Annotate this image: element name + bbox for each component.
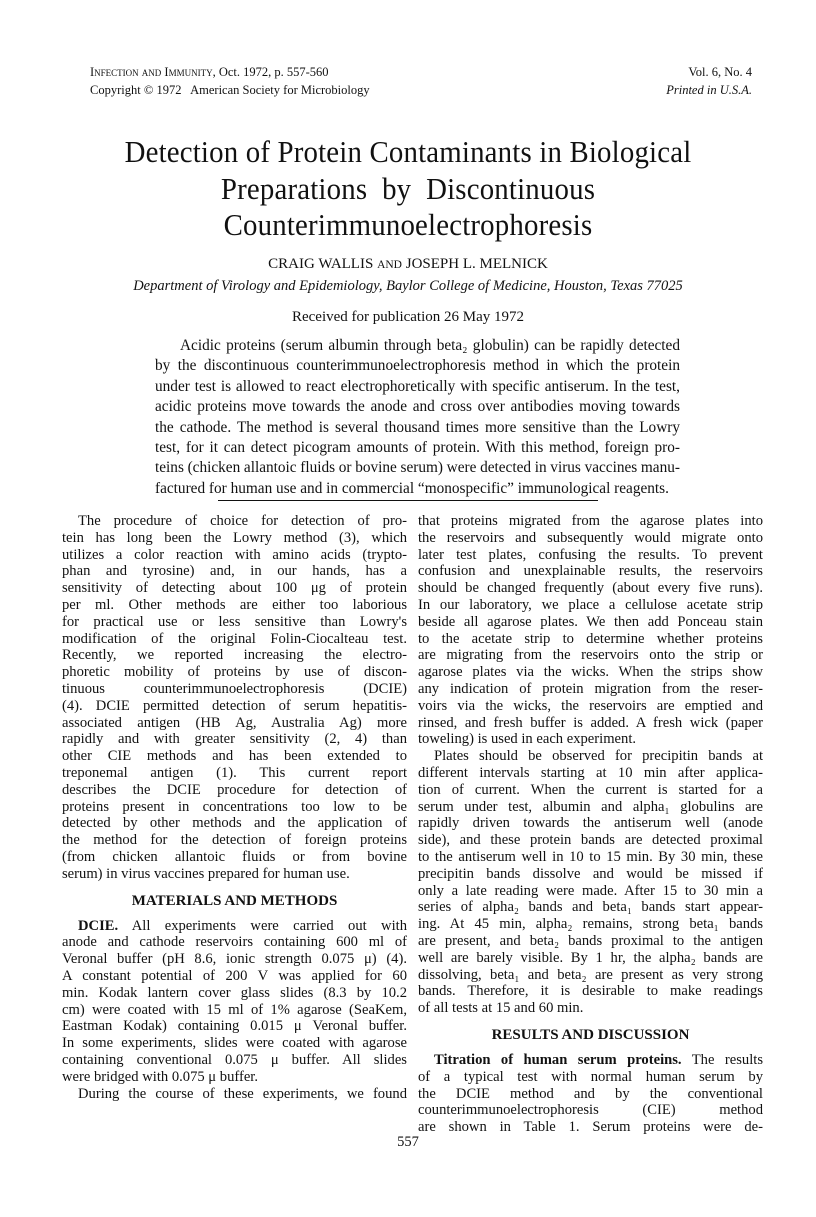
abstract-line: by the discontinuous counterimmunoelectrophoresis method in which the protein: [155, 357, 680, 375]
paragraph: [62, 1086, 407, 1103]
text-line: [62, 513, 407, 530]
text-line: [62, 631, 407, 648]
text-line: [418, 563, 763, 580]
line-text: the DCIE method and by the conventional: [418, 1085, 763, 1102]
line-text: anode and cathode reservoirs containing 600 ml of: [62, 934, 407, 951]
text-line: [62, 985, 407, 1002]
line-text: rapidly driven towards the antiserum well (anode: [418, 815, 763, 832]
text-line: [62, 1018, 407, 1035]
line-text: Eastman Kodak) containing 0.015 μ Veronal buffer.: [62, 1018, 407, 1035]
line-text: rinsed, and fresh buffer is added. A fresh wick (paper: [418, 714, 763, 731]
line-text: phan and tyrosine) and, in our hands, has a: [62, 563, 407, 580]
printed-in: Printed in U.S.A.: [666, 83, 752, 97]
line-text: sensitivity of detecting about 100 μg of protein: [62, 580, 407, 597]
line-text: min. Kodak lantern cover glass slides (8.3 by 10.2: [62, 984, 407, 1001]
text-line: [418, 916, 763, 933]
line-text: cm) were coated with 15 ml of 1% agarose (SeaKem,: [62, 1001, 407, 1018]
line-text: tion of current. When the current is started for a: [418, 781, 763, 798]
line-text: counterimmunoelectrophoresis (CIE) method: [418, 1102, 763, 1119]
line-text: phoretic mobility of proteins by use of discon-: [62, 664, 407, 681]
line-text: containing conventional 0.075 μ buffer. All slides: [62, 1051, 407, 1068]
text-line: [62, 782, 407, 799]
line-text: series of alpha₂ bands and beta₁ bands start appear-: [418, 899, 763, 916]
text-line: [62, 1069, 407, 1086]
text-line: [418, 731, 763, 748]
line-text: of all tests at 15 and 60 min.: [418, 1000, 584, 1017]
abstract-line: test, for it can detect picogram amounts of protein. With this method, foreign pro-: [155, 438, 680, 456]
text-line: [418, 748, 763, 765]
line-text: should be changed frequently (about every five runs).: [418, 580, 763, 597]
line-text: agarose plates via the wicks. When the strips show: [418, 664, 763, 681]
line-text: later test plates, confusing the results. To prevent: [418, 546, 763, 563]
paragraph: [62, 918, 407, 1086]
title-line: Detection of Protein Contaminants in Biological: [124, 134, 692, 169]
text-line: [418, 883, 763, 900]
text-line: [418, 799, 763, 816]
line-text: to the acetate strip to determine whether proteins: [418, 630, 763, 647]
text-line: [418, 664, 763, 681]
line-text: the method for the detection of foreign proteins: [62, 832, 407, 849]
line-text: that proteins migrated from the agarose plates into: [418, 513, 763, 529]
line-text: Recently, we reported increasing the electro-: [62, 647, 407, 664]
body-column-right: [418, 513, 763, 1136]
text-line: [418, 715, 763, 732]
text-line: [418, 530, 763, 547]
text-line: [418, 967, 763, 984]
text-line: [418, 1086, 763, 1103]
text-line: [418, 647, 763, 664]
line-text: In our laboratory, we place a cellulose acetate strip: [418, 596, 763, 613]
line-text: are migrating from the reservoirs onto the strip or: [418, 647, 763, 664]
text-line: [418, 698, 763, 715]
line-text: The procedure of choice for detection of pro-: [78, 513, 407, 529]
line-text: the reservoirs and subsequently would migrate onto: [418, 529, 763, 546]
line-text: per ml. Other methods are either too laborious: [62, 596, 407, 613]
affiliation: Department of Virology and Epidemiology, Baylor College of Medicine, Houston, Texas 77025: [133, 278, 683, 294]
line-text: toweling) is used in each experiment.: [418, 731, 637, 748]
line-text: other CIE methods and has been extended to: [62, 748, 407, 765]
line-text: different intervals starting at 10 min after applica-: [418, 764, 763, 781]
author-name: JOSEPH L. MELNICK: [405, 256, 548, 272]
text-line: [62, 731, 407, 748]
line-text: are present, and beta₂ bands proximal to the antigen: [418, 932, 763, 949]
text-line: [418, 614, 763, 631]
author-conjunction: AND: [377, 259, 402, 271]
line-text: to the antiserum well in 10 to 15 min. By 30 min, these: [418, 848, 763, 865]
line-text: (from chicken allantoic fluids or from bovine: [62, 848, 407, 865]
line-text: associated antigen (HB Ag, Australia Ag) more: [62, 714, 407, 731]
line-text: any indication of protein migration from the reser-: [418, 680, 763, 697]
text-line: [418, 597, 763, 614]
text-line: [418, 983, 763, 1000]
text-line: [418, 782, 763, 799]
line-text: treponemal antigen (1). This current report: [62, 764, 407, 781]
volume-issue: Vol. 6, No. 4: [688, 65, 752, 79]
paragraph: [418, 1052, 763, 1136]
line-text: side), and these protein bands are detected proximal: [418, 832, 763, 849]
line-text: tinuous counterimmunoelectrophoresis (DCIE): [62, 680, 407, 697]
line-text: serum) in virus vaccines prepared for human use.: [62, 865, 350, 882]
run-in-heading: Titration of human serum proteins.: [434, 1051, 682, 1068]
text-line: [418, 933, 763, 950]
issue-info: , Oct. 1972, p. 557-560: [212, 65, 329, 79]
text-line: [62, 951, 407, 968]
line-text: The results: [691, 1051, 763, 1068]
line-text: utilizes a color reaction with amino acids (trypto-: [62, 546, 407, 563]
text-line: [418, 1052, 763, 1069]
text-line: [62, 968, 407, 985]
text-line: [62, 748, 407, 765]
line-text: bands. Therefore, it is desirable to make readings: [418, 983, 763, 1000]
line-text: dissolving, beta₁ and beta₂ are present as very strong: [418, 966, 763, 983]
text-line: [418, 1000, 763, 1017]
copyright-line: Copyright © 1972 American Society for Microbiology: [90, 83, 370, 97]
text-line: [418, 681, 763, 698]
line-text: well are barely visible. By 1 hr, the alpha₂ bands are: [418, 949, 763, 966]
abstract-line: Acidic proteins (serum albumin through beta₂ globulin) can be rapidly detected: [180, 337, 680, 354]
author-name: CRAIG WALLIS: [268, 256, 374, 272]
line-text: beside all agarose plates. We then add Ponceau stain: [418, 613, 763, 630]
received-date: Received for publication 26 May 1972: [291, 309, 525, 325]
line-text: tein has long been the Lowry method (3), which: [62, 529, 407, 546]
line-text: for practical use or less sensitive than Lowry's: [62, 613, 407, 630]
section-heading: RESULTS AND DISCUSSION: [491, 1026, 690, 1043]
text-line: [418, 513, 763, 530]
text-line: [418, 1069, 763, 1086]
line-text: proteins present in concentrations too low to be: [62, 798, 407, 815]
paragraph: [418, 513, 763, 748]
abstract-line: teins (chicken allantoic fluids or bovine serum) were detected in virus vaccines manu-: [155, 459, 680, 477]
text-line: [418, 580, 763, 597]
title-line: Counterimmunoelectrophoresis: [223, 207, 593, 242]
text-line: [62, 547, 407, 564]
abstract-line: under test is allowed to react electrophoretically with specific antiserum. In the test,: [155, 377, 680, 395]
abstract-line: acidic proteins move towards the anode and cross over antibodies moving towards: [155, 398, 680, 416]
journal-name: Infection and Immunity: [90, 65, 213, 79]
text-line: [62, 530, 407, 547]
line-text: Plates should be observed for precipitin bands at: [434, 748, 763, 765]
text-line: [418, 1102, 763, 1119]
text-line: [418, 950, 763, 967]
authors: [0, 256, 816, 273]
line-text: Veronal buffer (pH 8.6, ionic strength 0.075 μ) (4).: [62, 951, 407, 968]
text-line: [62, 815, 407, 832]
run-in-heading: DCIE.: [78, 917, 119, 934]
body-column-left: [62, 513, 407, 1102]
section-heading: MATERIALS AND METHODS: [131, 892, 338, 909]
text-line: [62, 664, 407, 681]
line-text: detected by other methods and the application of: [62, 815, 407, 832]
line-text: During the course of these experiments, we found: [78, 1085, 407, 1102]
text-line: [418, 832, 763, 849]
line-text: rapidly and with greater sensitivity (2, 4) than: [62, 731, 407, 748]
line-text: are shown in Table 1. Serum proteins were de-: [418, 1119, 763, 1136]
abstract-line: the cathode. The method is several thousand times more sensitive than the Lowry: [155, 418, 680, 436]
text-line: [62, 918, 407, 935]
text-line: [62, 765, 407, 782]
page-number: 557: [397, 1134, 419, 1150]
text-line: [418, 547, 763, 564]
text-line: [62, 647, 407, 664]
line-text: serum under test, albumin and alpha₁ globulins are: [418, 798, 763, 815]
text-line: [62, 1035, 407, 1052]
line-text: describes the DCIE procedure for detection of: [62, 781, 407, 798]
paragraph: [418, 748, 763, 1017]
line-text: were bridged with 0.075 μ buffer.: [62, 1068, 259, 1085]
text-line: [418, 765, 763, 782]
line-text: modification of the original Folin-Ciocalteau test.: [62, 630, 407, 647]
line-text: confusion and unexplainable results, the reservoirs: [418, 563, 763, 580]
line-text: precipitin bands dissolve and would be missed if: [418, 865, 763, 882]
text-line: [62, 1086, 407, 1103]
journal-citation: [90, 63, 370, 81]
text-line: [62, 1002, 407, 1019]
text-line: [62, 614, 407, 631]
abstract: [155, 336, 680, 499]
text-line: [418, 815, 763, 832]
line-text: In some experiments, slides were coated with agarose: [62, 1035, 407, 1052]
text-line: [418, 899, 763, 916]
text-line: [62, 698, 407, 715]
text-line: [62, 563, 407, 580]
line-text: A constant potential of 200 V was applied for 60: [62, 967, 407, 984]
abstract-line: factured for human use and in commercial “monospecific” immunological reagents.: [155, 479, 669, 497]
text-line: [62, 866, 407, 883]
abstract-divider: [218, 500, 598, 501]
paragraph: [62, 513, 407, 883]
text-line: [62, 849, 407, 866]
running-header-right: [666, 63, 752, 99]
line-text: voirs via the wicks, the reservoirs are emptied and: [418, 697, 763, 714]
title-line: Preparations by Discontinuous: [220, 170, 596, 206]
text-line: [62, 1052, 407, 1069]
line-text: All experiments were carried out with: [131, 917, 407, 934]
text-line: [418, 631, 763, 648]
line-text: ing. At 45 min, alpha₂ remains, strong beta₁ bands: [418, 916, 763, 933]
running-header-left: [90, 63, 370, 99]
line-text: (4). DCIE permitted detection of serum hepatitis-: [62, 697, 407, 714]
text-line: [62, 580, 407, 597]
text-line: [62, 832, 407, 849]
line-text: of a typical test with normal human serum by: [418, 1068, 763, 1085]
line-text: only a late reading were made. After 15 to 30 min a: [418, 882, 763, 899]
article-title: [0, 134, 816, 244]
text-line: [62, 715, 407, 732]
text-line: [62, 799, 407, 816]
text-line: [62, 597, 407, 614]
text-line: [418, 849, 763, 866]
text-line: [418, 866, 763, 883]
text-line: [62, 681, 407, 698]
text-line: [62, 934, 407, 951]
